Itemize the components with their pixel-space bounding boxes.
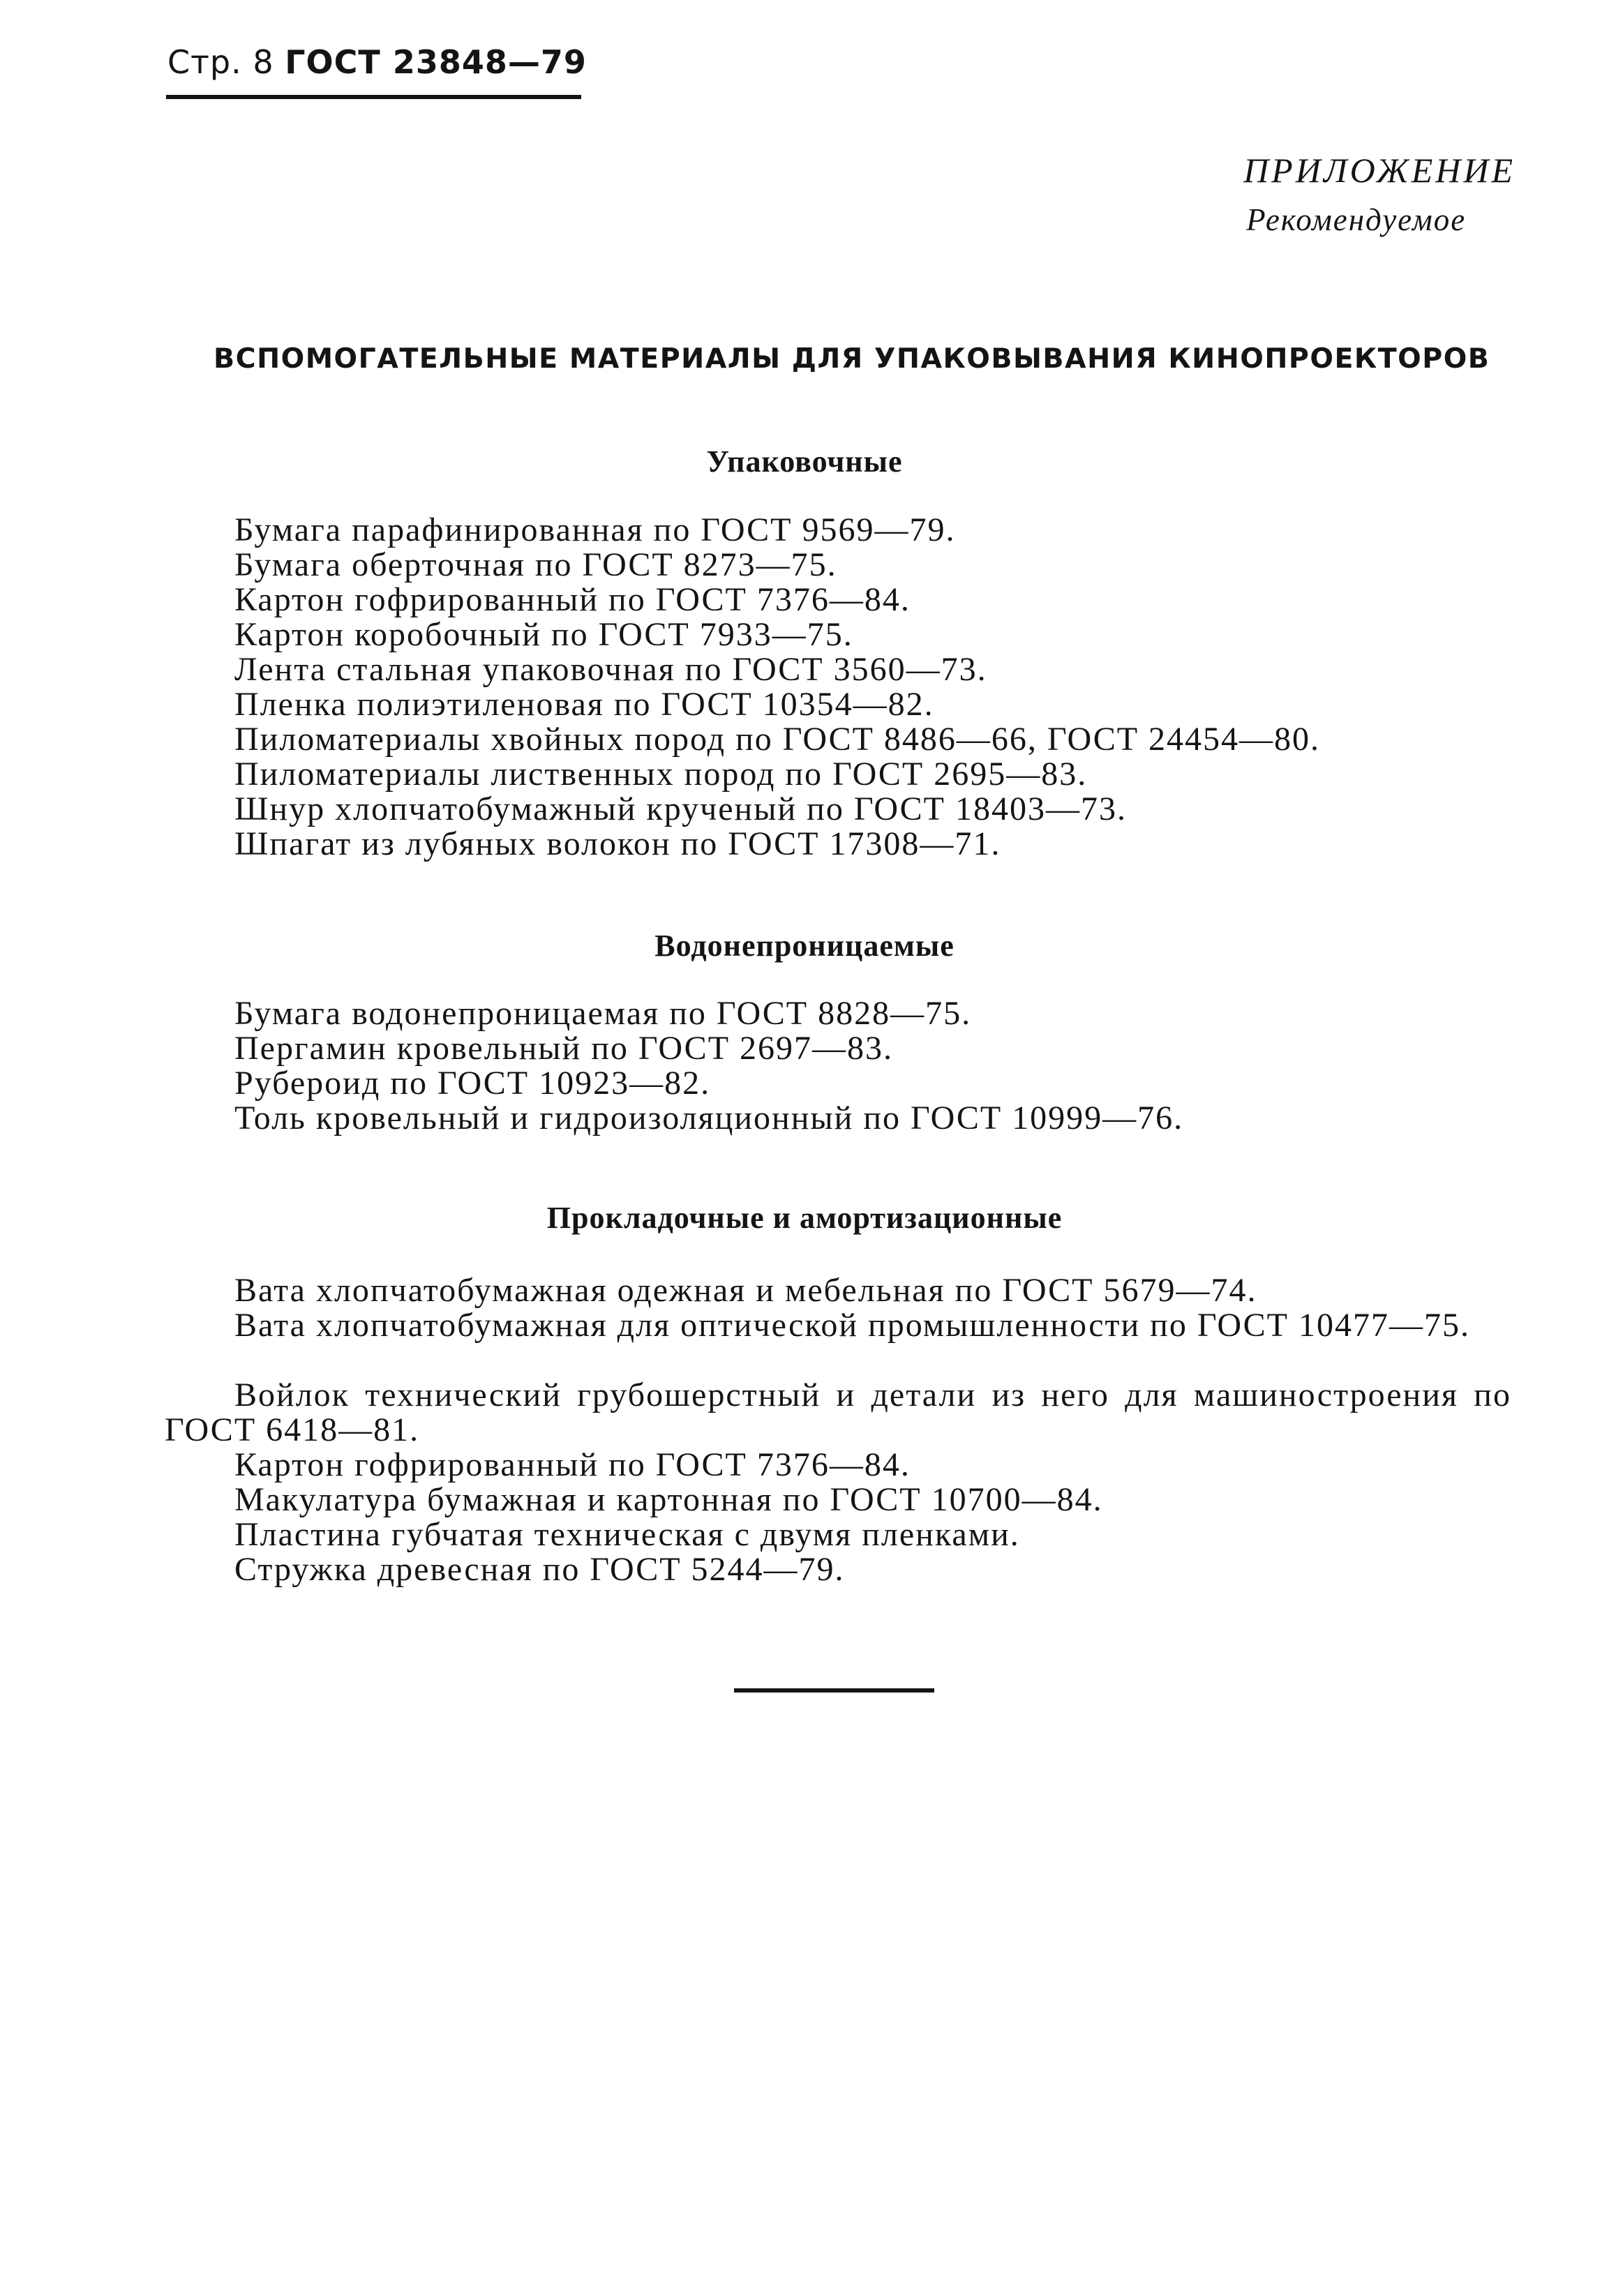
- section-heading-packing: Упаковочные: [706, 444, 903, 479]
- list-item: Войлок технический грубошерстный и детали из него для машиностроения по ГОСТ 6418—81.: [165, 1376, 1511, 1448]
- appendix-title: ПРИЛОЖЕНИЕ: [1243, 151, 1516, 190]
- list-item: Пиломатериалы лиственных пород по ГОСТ 2695—83.: [234, 756, 1088, 793]
- list-item: Бумага оберточная по ГОСТ 8273—75.: [234, 546, 837, 583]
- list-item: Бумага водонепроницаемая по ГОСТ 8828—75.: [234, 995, 972, 1032]
- list-item: Вата хлопчатобумажная одежная и мебельная по ГОСТ 5679—74.: [234, 1272, 1257, 1309]
- page-header: [167, 43, 587, 81]
- list-item: Бумага парафинированная по ГОСТ 9569—79.: [234, 511, 956, 548]
- list-item: Картон коробочный по ГОСТ 7933—75.: [234, 616, 853, 653]
- list-item: Пленка полиэтиленовая по ГОСТ 10354—82.: [234, 686, 934, 723]
- page-number: Стр. 8: [167, 43, 274, 81]
- section-list-packing: [234, 513, 1320, 862]
- end-rule: [734, 1688, 934, 1693]
- standard-number: ГОСТ 23848—79: [285, 43, 587, 81]
- list-item: Пергамин кровельный по ГОСТ 2697—83.: [234, 1030, 894, 1067]
- list-item: Пиломатериалы хвойных пород по ГОСТ 8486—66, ГОСТ 24454—80.: [234, 721, 1321, 758]
- list-item: Лента стальная упаковочная по ГОСТ 3560—73.: [234, 651, 987, 688]
- header-rule: [166, 95, 581, 99]
- appendix-label: [1243, 150, 1516, 238]
- list-item: Стружка древесная по ГОСТ 5244—79.: [234, 1551, 845, 1588]
- list-item: Шпагат из лубяных волокон по ГОСТ 17308—71.: [234, 825, 1001, 862]
- list-item: Рубероид по ГОСТ 10923—82.: [234, 1065, 711, 1102]
- section-heading-cushioning: Прокладочные и амортизационные: [546, 1201, 1063, 1235]
- list-item: Вата хлопчатобумажная для оптической промышленности по ГОСТ 10477—75.: [234, 1307, 1470, 1344]
- list-item: Картон гофрированный по ГОСТ 7376—84.: [234, 581, 911, 618]
- list-item: Пластина губчатая техническая с двумя пленками.: [234, 1516, 1020, 1553]
- section-list-waterproof: [234, 996, 1183, 1136]
- list-item: Картон гофрированный по ГОСТ 7376—84.: [234, 1446, 911, 1483]
- section-heading-waterproof: Водонепроницаемые: [654, 929, 955, 963]
- list-item: Толь кровельный и гидроизоляционный по ГОСТ 10999—76.: [234, 1100, 1184, 1136]
- list-item: Макулатура бумажная и картонная по ГОСТ 10700—84.: [234, 1481, 1103, 1518]
- list-item: Шнур хлопчатобумажный крученый по ГОСТ 18403—73.: [234, 790, 1127, 827]
- appendix-subtitle: Рекомендуемое: [1246, 202, 1467, 237]
- document-title: ВСПОМОГАТЕЛЬНЫЕ МАТЕРИАЛЫ ДЛЯ УПАКОВЫВАНИЯ КИНОПРОЕКТОРОВ: [214, 343, 1490, 375]
